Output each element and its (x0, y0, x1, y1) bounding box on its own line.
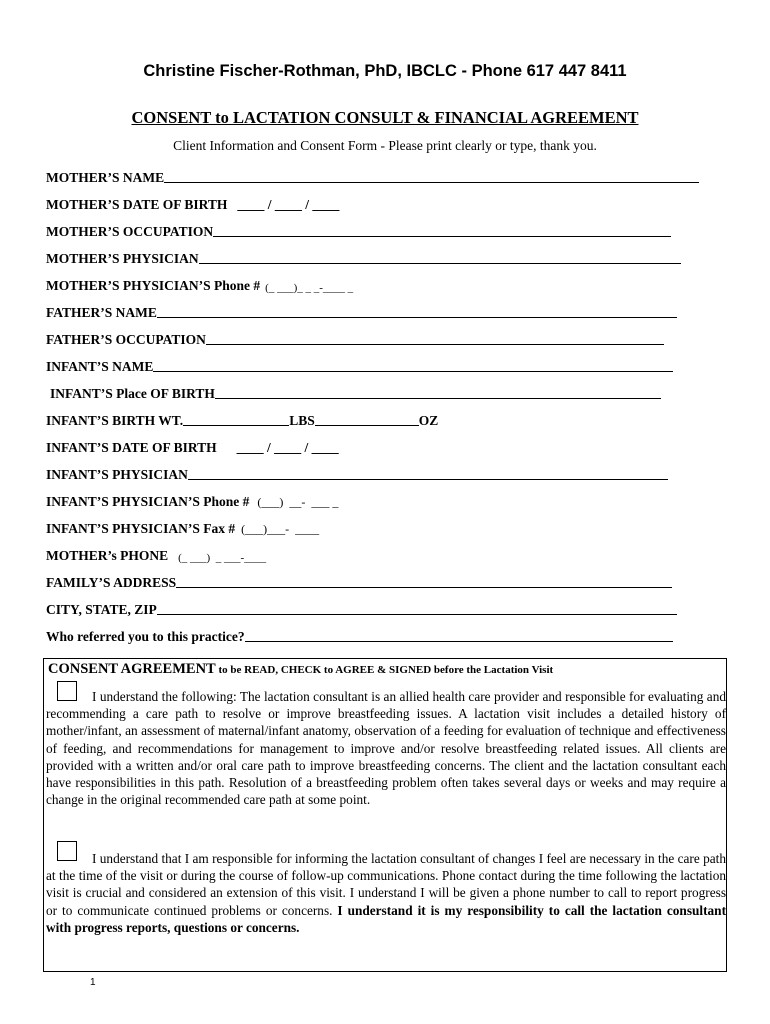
mothers-name-label: MOTHER’S NAME (46, 170, 165, 185)
consent-agreement-box (43, 658, 727, 972)
infants-physician-phone-row (46, 484, 726, 511)
family-address-field[interactable] (176, 587, 672, 588)
infants-birth-weight-oz-field[interactable] (315, 425, 419, 426)
infants-physician-fax-label: INFANT’S PHYSICIAN’S Fax # (46, 521, 236, 536)
infants-physician-field[interactable] (188, 479, 668, 480)
form-subtitle: Client Information and Consent Form - Please print clearly or type, thank you. (173, 138, 597, 153)
family-address-label: FAMILY’S ADDRESS (46, 575, 177, 590)
mothers-name-field[interactable] (164, 182, 699, 183)
fathers-occupation-row (46, 322, 726, 349)
mothers-name-row (46, 160, 726, 187)
client-information-fields (46, 160, 726, 646)
city-state-zip-label: CITY, STATE, ZIP (46, 602, 157, 617)
infants-physician-phone-field[interactable]: (___) __- ___ _ (257, 495, 339, 509)
infants-name-row (46, 349, 726, 376)
mothers-occupation-field[interactable] (213, 236, 671, 237)
page-number: 1 (90, 977, 96, 988)
consent-heading-note: to be READ, CHECK to AGREE & SIGNED before the Lactation Visit (215, 664, 554, 676)
fathers-occupation-label: FATHER’S OCCUPATION (46, 332, 206, 347)
mothers-physician-phone-label: MOTHER’S PHYSICIAN’S Phone # (46, 278, 261, 293)
infants-birth-weight-lbs-field[interactable] (183, 425, 289, 426)
fathers-occupation-field[interactable] (206, 344, 664, 345)
infants-physician-label: INFANT’S PHYSICIAN (46, 467, 188, 482)
fathers-name-label: FATHER’S NAME (46, 305, 157, 320)
city-state-zip-row (46, 592, 726, 619)
referred-by-label: Who referred you to this practice? (46, 629, 245, 644)
oz-label: OZ (418, 413, 439, 428)
infants-dob-row (46, 430, 726, 457)
infants-dob-field[interactable]: ____ / ____ / ____ (236, 440, 339, 455)
infants-physician-fax-field[interactable]: (___)___- ____ (241, 522, 320, 536)
infants-place-of-birth-row (46, 376, 726, 403)
family-address-row (46, 565, 726, 592)
consent-heading-title: CONSENT AGREEMENT (48, 661, 216, 677)
infants-birth-weight-row (46, 403, 726, 430)
mothers-physician-phone-field[interactable]: (_ ___)_ _ _-____ _ (265, 282, 354, 294)
form-title: CONSENT to LACTATION CONSULT & FINANCIAL AGREEMENT (131, 108, 639, 127)
consent-paragraph-2-bold: I understand it is my responsibility to call the lactation consultant with progress reports, questions or concerns. (46, 902, 726, 935)
city-state-zip-field[interactable] (157, 614, 677, 615)
consent-paragraph-2-text: I understand that I am responsible for informing the lactation consultant of changes I feel are necessary in the care path at the time of the visit or during the course of follow-up communications. Phone contact during the time following the lactation visit is crucial and considered an extension of this visit. I understand I will be given a phone number to call to report progress or to communicate continued problems or concerns. (46, 851, 726, 918)
infants-physician-phone-label: INFANT’S PHYSICIAN’S Phone # (46, 494, 250, 509)
infants-place-of-birth-label: INFANT’S Place OF BIRTH (50, 386, 215, 401)
infants-name-label: INFANT’S NAME (46, 359, 154, 374)
mothers-phone-label: MOTHER’s PHONE (46, 548, 169, 563)
mothers-occupation-label: MOTHER’S OCCUPATION (46, 224, 214, 239)
consent-heading (48, 661, 553, 678)
consent-paragraph-1: I understand the following: The lactation consultant is an allied health care provider and responsible for evaluating and recommending a care path to resolve or improve breastfeeding issues. A lactation visit includes a detailed history of mother/infant, an assessment of maternal/infant anatomy, observation of a feeding for evaluation of technique and effectiveness of feeding, and recommendations for management to improve and/or resolve breastfeeding related issues. All clients are provided with a written and/or oral care path to improve breastfeeding concerns. The client and the lactation consultant each have responsibilities in this path. Resolution of a breastfeeding problem often takes several days or weeks and may require a change in the original recommended care path at some point. (46, 689, 726, 808)
mothers-physician-label: MOTHER’S PHYSICIAN (46, 251, 199, 266)
infants-physician-row (46, 457, 726, 484)
infants-physician-fax-row (46, 511, 726, 538)
infants-birth-weight-label: INFANT’S BIRTH WT. (46, 413, 184, 428)
consent-paragraph-2 (46, 850, 726, 936)
mothers-phone-row (46, 538, 726, 565)
fathers-name-row (46, 295, 726, 322)
referred-by-field[interactable] (245, 641, 673, 642)
lbs-label: LBS (289, 413, 315, 428)
mothers-phone-field[interactable]: (_ ___) _ ___-____ (178, 552, 267, 564)
mothers-physician-phone-row (46, 268, 726, 295)
practitioner-header: Christine Fischer-Rothman, PhD, IBCLC - Phone 617 447 8411 (143, 62, 627, 80)
mothers-dob-row (46, 187, 726, 214)
mothers-physician-row (46, 241, 726, 268)
fathers-name-field[interactable] (157, 317, 677, 318)
referred-by-row (46, 619, 726, 646)
infants-name-field[interactable] (153, 371, 673, 372)
mothers-dob-field[interactable]: ____ / ____ / ____ (237, 197, 340, 212)
infants-dob-label: INFANT’S DATE OF BIRTH (46, 440, 217, 455)
mothers-occupation-row (46, 214, 726, 241)
infants-place-of-birth-field[interactable] (215, 398, 661, 399)
mothers-dob-label: MOTHER’S DATE OF BIRTH (46, 197, 228, 212)
mothers-physician-field[interactable] (199, 263, 681, 264)
